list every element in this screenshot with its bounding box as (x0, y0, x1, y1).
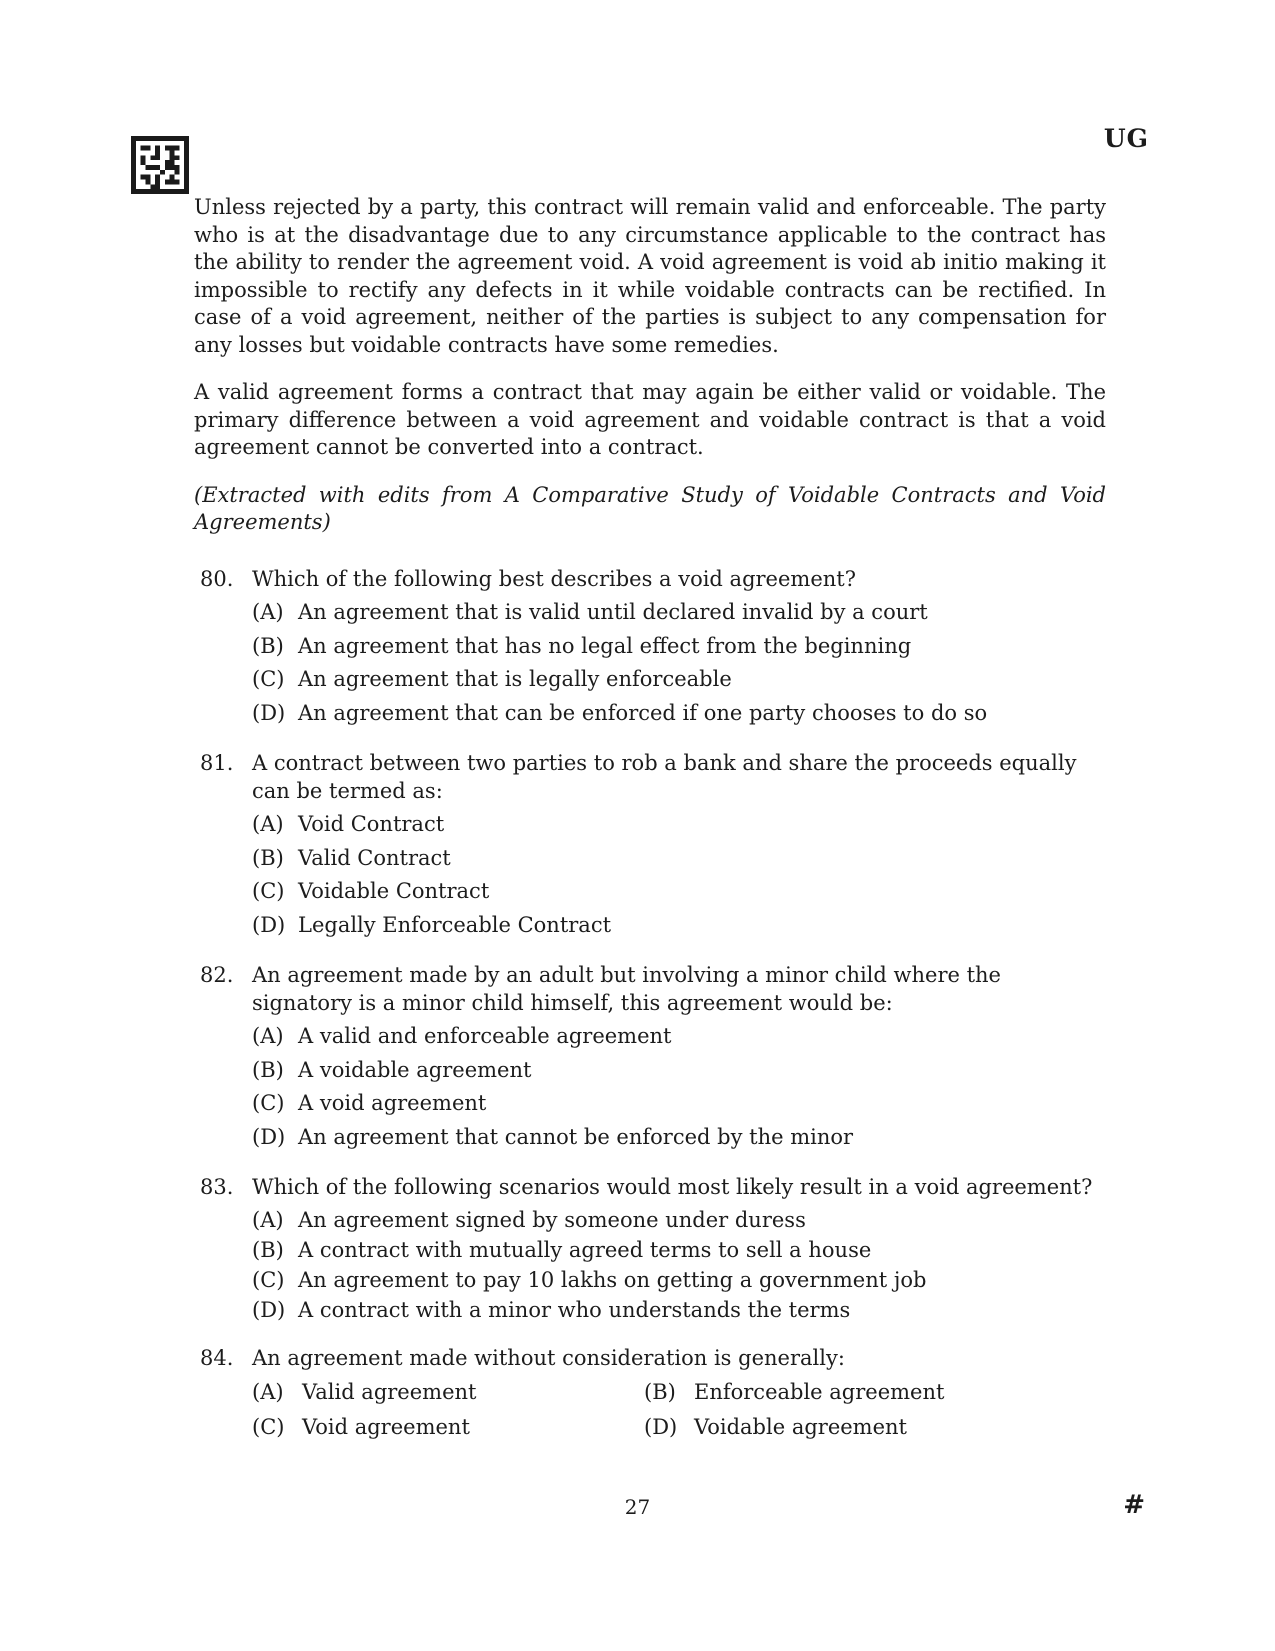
option-label: (A) (252, 1024, 284, 1048)
option-text: Voidable Contract (298, 879, 490, 903)
question-83 (194, 1174, 1106, 1325)
option-text: Valid Contract (298, 845, 451, 870)
option-b (252, 842, 1106, 876)
option-text: Void agreement (302, 1415, 470, 1439)
option-text: A void agreement (298, 1091, 487, 1115)
option-b (252, 1235, 1106, 1265)
option-text: A voidable agreement (298, 1057, 532, 1082)
option-a (252, 1375, 644, 1410)
passage-source: (Extracted with edits from A Comparative Study of Voidable Contracts and Void Agreements) (194, 482, 1106, 534)
option-text: A valid and enforceable agreement (298, 1024, 672, 1048)
question-number: 81. (200, 751, 234, 775)
option-b (252, 1054, 1106, 1088)
option-c (252, 1087, 1106, 1121)
option-text: Void Contract (298, 812, 445, 836)
option-label: (B) (252, 1237, 284, 1262)
option-d (644, 1410, 1044, 1445)
paper-code: UG (1103, 124, 1149, 153)
option-grid (252, 1375, 1106, 1445)
option-label: (C) (252, 1415, 285, 1439)
question-number: 80. (200, 566, 234, 591)
question-text: An agreement made by an adult but involving a minor child where the signatory is a minor child himself, this agreement would be: (252, 963, 1001, 1015)
option-label: (B) (252, 1057, 284, 1082)
option-text: An agreement that is legally enforceable (298, 667, 732, 691)
option-c (252, 875, 1106, 909)
page-content (194, 194, 1106, 1465)
question-80 (194, 566, 1106, 731)
option-label: (A) (252, 1380, 284, 1404)
footer-mark: # (1123, 1490, 1145, 1520)
question-82 (194, 962, 1106, 1154)
option-label: (C) (252, 879, 285, 903)
question-number: 83. (200, 1175, 234, 1199)
option-text: An agreement signed by someone under duress (298, 1207, 806, 1232)
option-c (252, 1410, 644, 1445)
option-text: Enforceable agreement (694, 1380, 945, 1404)
option-label: (D) (252, 700, 286, 725)
question-number: 82. (200, 963, 234, 987)
option-d (252, 1121, 1106, 1155)
option-text: An agreement that cannot be enforced by the minor (298, 1124, 854, 1149)
option-text: Legally Enforceable Contract (298, 912, 612, 937)
question-text: Which of the following scenarios would most likely result in a void agreement? (252, 1175, 1093, 1199)
option-label: (A) (252, 600, 284, 624)
option-text: Voidable agreement (694, 1415, 907, 1439)
option-text: An agreement that can be enforced if one party chooses to do so (298, 700, 988, 725)
option-b (644, 1375, 1044, 1410)
passage-paragraph: A valid agreement forms a contract that may again be either valid or voidable. The primary difference between a void agreement and voidable contract is that a void agreement cannot be converted into a contract. (194, 380, 1106, 459)
qr-code-icon (131, 136, 189, 194)
option-label: (B) (252, 845, 284, 870)
option-text: An agreement that has no legal effect from the beginning (298, 633, 912, 658)
option-text: A contract with mutually agreed terms to sell a house (298, 1237, 872, 1262)
option-a (252, 596, 1106, 630)
option-label: (D) (252, 1124, 286, 1149)
option-text: A contract with a minor who understands the terms (298, 1297, 851, 1322)
option-a (252, 1020, 1106, 1054)
option-text: An agreement to pay 10 lakhs on getting a government job (298, 1267, 927, 1292)
question-84 (194, 1345, 1106, 1446)
question-text: A contract between two parties to rob a bank and share the proceeds equally can be termed as: (252, 751, 1077, 803)
passage-paragraph: Unless rejected by a party, this contract will remain valid and enforceable. The party who is at the disadvantage due to any circumstance applicable to the contract has the ability to render the agreement void. A void agreement is void ab initio making it impossible to rectify any defects in it while voidable contracts can be rectified. In case of a void agreement, neither of the parties is subject to any compensation for any losses but voidable contracts have some remedies. (194, 195, 1106, 357)
option-d (252, 909, 1106, 943)
option-label: (B) (252, 633, 284, 658)
option-a (252, 808, 1106, 842)
option-b (252, 630, 1106, 664)
option-label: (A) (252, 1207, 284, 1232)
question-81 (194, 750, 1106, 942)
option-a (252, 1205, 1106, 1235)
option-label: (D) (252, 912, 286, 937)
option-d (252, 1295, 1106, 1325)
page-number: 27 (624, 1495, 651, 1519)
question-number: 84. (200, 1345, 234, 1370)
question-text: Which of the following best describes a void agreement? (252, 566, 856, 591)
option-text: Valid agreement (302, 1380, 477, 1404)
option-label: (C) (252, 1267, 285, 1292)
option-label: (C) (252, 667, 285, 691)
option-label: (D) (644, 1415, 678, 1439)
option-c (252, 663, 1106, 697)
option-label: (A) (252, 812, 284, 836)
option-label: (D) (252, 1297, 286, 1322)
option-label: (B) (644, 1380, 676, 1404)
option-c (252, 1265, 1106, 1295)
option-text: An agreement that is valid until declared invalid by a court (298, 600, 928, 624)
option-label: (C) (252, 1091, 285, 1115)
question-text: An agreement made without consideration is generally: (252, 1345, 845, 1370)
option-d (252, 697, 1106, 731)
